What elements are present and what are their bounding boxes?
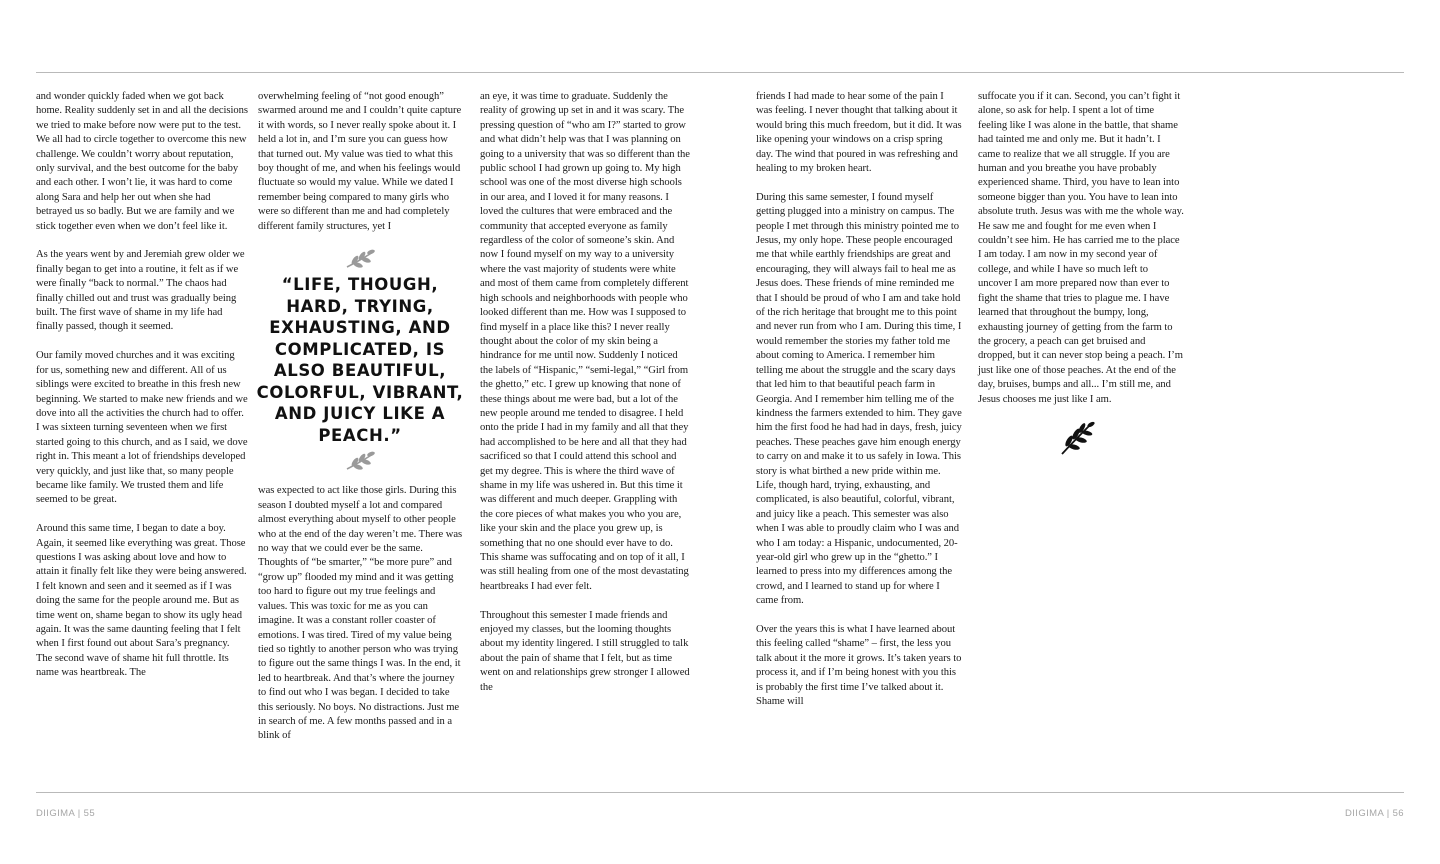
paragraph: friends I had made to hear some of the pain I was feeling. I never thought that talking about it would bring this much freedom, but it did. It was like opening your windows on a crisp spring day. The wind that poured in was refreshing and healing to my broken heart. [756, 91, 962, 175]
paragraph: an eye, it was time to graduate. Suddenly the reality of growing up set in and it was scary. The pressing question of “who am I?” started to grow and what didn’t help was that I was planning on going to a university that was so different than the public school I had grown up going to. My high school was one of the most diverse high schools in our area, and I loved it for many reasons. I loved the cultures that were embraced and the community that accepted everyone as family regardless of the color of someone’s skin. And now I found myself on my way to a university where the vast majority of students were white and most of them came from completely different high schools and neighborhoods with people who looked different than me. How was I supposed to find myself in a place like this? I never really thought about the color of my skin being a hindrance for me until now. Suddenly I noticed the labels of “Hispanic,” “semi-legal,” “Girl from the ghetto,” etc. I grew up knowing that none of these things about me were bad, but a lot of the new people around me tended to disagree. I held onto the pride I had in my family and all that they had accomplished to be here and all that they had sacrificed so that I could attend this school and get my degree. This is where the third wave of shame in my life was ushered in. But this time it was different and much deeper. Grappling with the core pieces of what makes you who you are, like your skin and the place you grew up, is something that no one should ever have to do. This shame was suffocating and on top of it all, I was still healing from one of the most devastating heartbreaks I had ever felt. [480, 91, 690, 592]
pull-quote-text: “LIFE, THOUGH, HARD, TRYING, EXHAUSTING, AND COMPLICATED, IS ALSO BEAUTIFUL, COLORFUL, VIBRANT, AND JUICY LIKE A PEACH.” [256, 275, 464, 445]
article-column-2 [258, 90, 464, 744]
paragraph: overwhelming feeling of “not good enough” swarmed around me and I couldn’t quite capture it with words, so I never really spoke about it. I held a lot in, and I’m sure you can guess how that turned out. My value was tied to what this boy thought of me, and when his feelings would fluctuate so would my value. While we dated I remember being compared to many girls who were so different than me and had completely different family structures, yet I [258, 91, 462, 232]
pull-quote [254, 248, 466, 472]
olive-branch-icon [343, 248, 377, 270]
top-rule [36, 72, 1404, 73]
olive-branch-icon [343, 450, 377, 472]
paragraph: was expected to act like those girls. During this season I doubted myself a lot and compared almost everything about myself to other people who at the end of the day weren’t me. There was no way that we could ever be the same. Thoughts of “be smarter,” “be more pure” and “grow up” flooded my mind and it was getting too hard to figure out my true feelings and values. This was toxic for me as you can imagine. It was a constant roller coaster of emotions. I was tired. Tired of my value being tied so tightly to another person who was trying to figure out the same things I was. In the end, it led to heartbreak. And that’s where the journey to find out who I was began. I decided to take this seriously. No boys. No distractions. Just me in search of me. A few months passed and in a blink of [258, 485, 463, 742]
paragraph: As the years went by and Jeremiah grew older we finally began to get into a routine, it felt as if we were finally “back to normal.” The chaos had finally chilled out and trust was gradually being built. The first wave of shame in my life had finally passed, though it seemed. [36, 249, 245, 333]
article-column-1 [36, 90, 248, 681]
paragraph: suffocate you if it can. Second, you can’t fight it alone, so ask for help. I spent a lot of time feeling like I was alone in the battle, that shame had tainted me and only me. But it hadn’t. I came to realize that we all struggle. If you are human and you breathe you have probably experienced shame. Third, you have to lean into someone bigger than you. You have to lean into absolute truth. Jesus was with me the whole way. He saw me and fought for me even when I couldn’t see him. He has carried me to the place I am today. I am now in my second year of college, and while I have so much left to uncover I am more prepared now than ever to fight the shame that tries to plague me. I have learned that throughout the bumpy, long, exhausting journey of getting from the farm to the grocery, a peach can get bruised and dropped, but it can never stop being a peach. I’m just like one of those peaches. At the end of the day, bruises, bumps and all... I’m still me, and Jesus chooses me just like I am. [978, 91, 1184, 405]
article-column-3 [480, 90, 690, 695]
paragraph: Our family moved churches and it was exciting for us, something new and different. All of us siblings were excited to breathe in this fresh new beginning. We started to make new friends and we dove into all the activities the church had to offer. I was sixteen turning seventeen when we first started going to this church, and as I said, we dove right in. This meant a lot of friendships developed very quickly, and just like that, so many people became like family. We trusted them and life seemed to be great. [36, 350, 248, 506]
paragraph: Throughout this semester I made friends and enjoyed my classes, but the looming thoughts about my identity lingered. I still struggled to talk about the pain of shame that I felt, but as time went on and relationships grew stronger I allowed the [480, 609, 690, 693]
article-column-4 [756, 90, 962, 709]
article-column-5 [978, 90, 1184, 457]
paragraph: During this same semester, I found myself getting plugged into a ministry on campus. The people I met through this ministry pointed me to Jesus, my only hope. These people encouraged me that while earthly friendships are great and encouraging, they will always fail to heal me as Jesus does. These friends of mine reminded me that I should be proud of who I am and take hold of the rich heritage that brought me to this point and never run from who I am. During this time, I would remember the stories my father told me about coming to America. I remember him telling me about the struggle and the scary days that led him to that beautiful peach farm in Georgia. And I remember him telling me of the kindness the farmers extended to him. They gave him the first food he had had in days, fresh, juicy peaches. These peaches gave him enough energy to carry on and make it to us safely in Iowa. This story is what birthed a new pride within me. Life, though hard, trying, exhausting, and complicated, is also beautiful, colorful, vibrant, and juicy like a peach. This semester was also when I was able to proudly claim who I was and who I am today: a Hispanic, undocumented, 20-year-old girl who grew up in the “ghetto.” I learned to press into my differences among the crowd, and I learned to stand up for where I came from. [756, 191, 962, 607]
paragraph: Around this same time, I began to date a boy. Again, it seemed like everything was great. Those questions I was asking about love and how to attain it finally felt like they were being answered. I felt known and seen and it seemed as if I was doing the same for the people around me. But as time went on, shame began to show its ugly head again. It was the same daunting feeling that I felt when I first found out about Sara’s pregnancy. The second wave of shame hit full throttle. Its name was heartbreak. The [36, 523, 247, 679]
paragraph: and wonder quickly faded when we got back home. Reality suddenly set in and all the decisions we tried to make before now were put to the test. We all had to circle together to overcome this new challenge. We couldn’t worry about reputation, only survival, and the best outcome for the baby and each other. I won’t lie, it was hard to come along Sara and help her out when she had betrayed us so badly. But we are family and we stick together even when we don’t feel like it. [36, 91, 248, 232]
paragraph: Over the years this is what I have learned about this feeling called “shame” – first, the less you talk about it the more it grows. It’s taken years to process it, and if I’m being honest with you this is probably the first time I’ve talked about it. Shame will [756, 624, 962, 708]
page-number-right: DIIGIMA | 56 [1344, 808, 1404, 819]
bottom-rule [36, 792, 1404, 793]
page-number-left: DIIGIMA | 55 [36, 808, 96, 819]
olive-branch-icon [1056, 421, 1096, 457]
